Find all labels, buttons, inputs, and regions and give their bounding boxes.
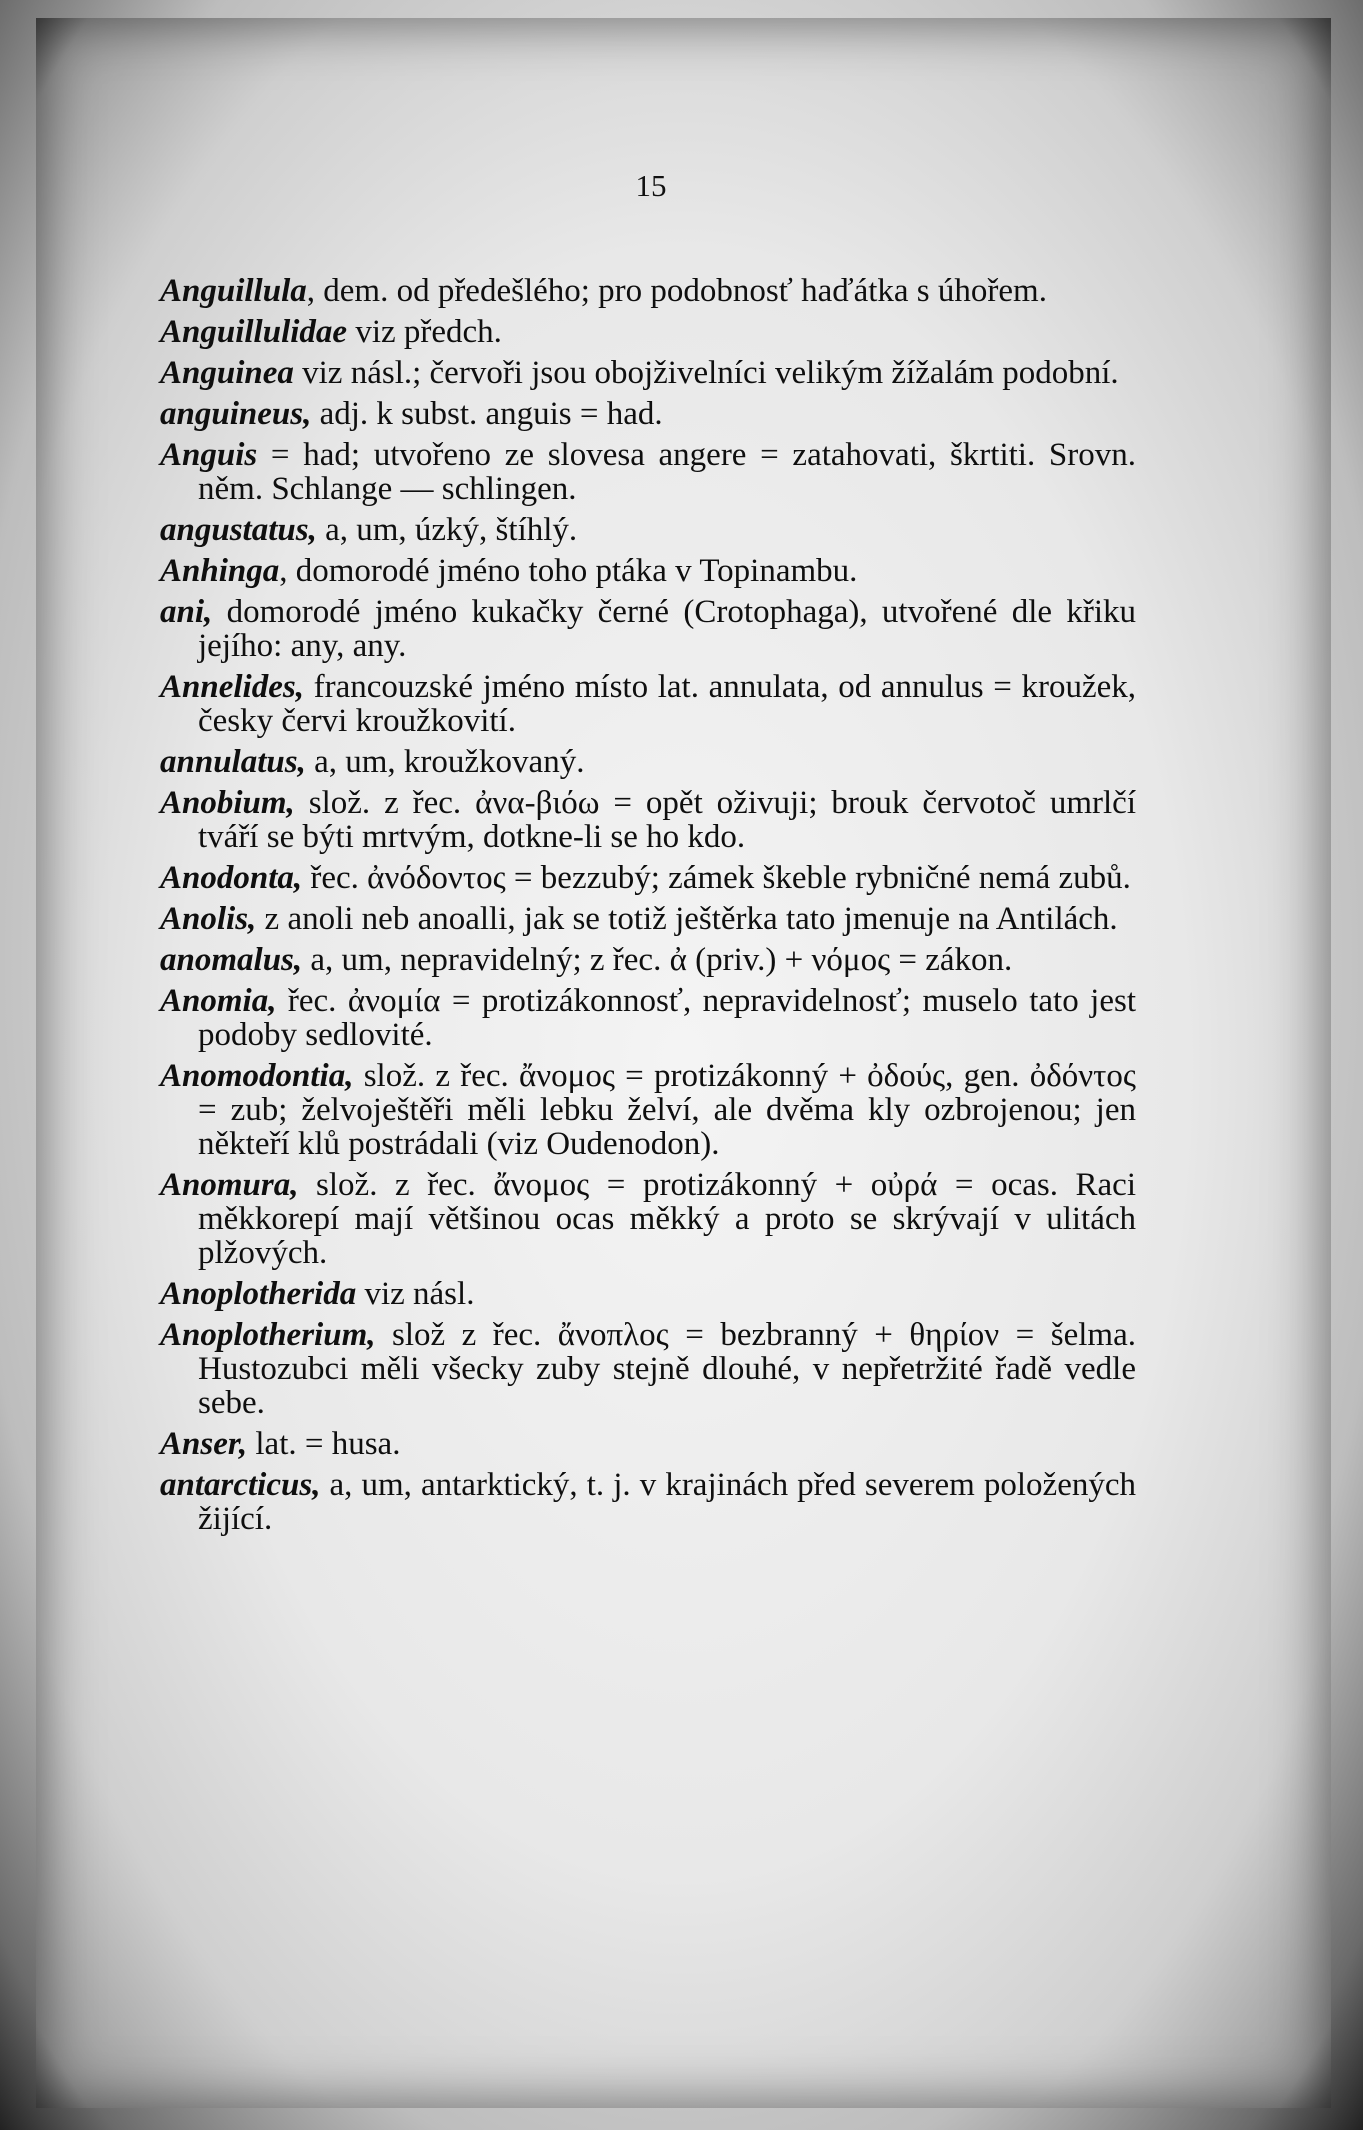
dictionary-entries [160, 274, 1136, 1543]
entry-text: a, um, antarktický, t. j. v krajinách před severem položených žijící. [198, 1467, 1136, 1537]
entry-text: slož. z řec. ἄνομος = protizákonný + ὀδούς, gen. ὀδόντος = zub; želvoještěři měli lebku želví, ale dvěma kly ozbrojenou; jen někteří klů postrádali (viz Oudenodon). [198, 1058, 1136, 1162]
dictionary-entry [160, 670, 1136, 738]
dictionary-entry [160, 786, 1136, 854]
entry-headword: Anomia, [160, 983, 277, 1019]
dictionary-entry [160, 595, 1136, 663]
entry-text: a, um, kroužkovaný. [305, 744, 585, 780]
dictionary-entry [160, 356, 1136, 390]
entry-headword: Anguillulidae [160, 314, 348, 350]
entry-headword: Anser, [160, 1426, 248, 1462]
entry-headword: Anomura, [160, 1167, 299, 1203]
entry-headword: Anoplotherida [160, 1276, 357, 1312]
page-number: 15 [635, 168, 667, 203]
entry-text: domorodé jméno kukačky černé (Crotophaga), utvořené dle křiku jejího: any, any. [198, 594, 1136, 664]
entry-text: lat. = husa. [247, 1426, 401, 1462]
entry-headword: Anodonta, [160, 860, 303, 896]
dictionary-entry [160, 861, 1136, 895]
entry-text: z anoli neb anoalli, jak se totiž ještěrka tato jmenuje na Antilách. [256, 901, 1118, 937]
entry-text: viz násl. [356, 1276, 475, 1312]
dictionary-entry [160, 943, 1136, 977]
entry-headword: ani, [160, 594, 213, 630]
dictionary-entry [160, 438, 1136, 506]
entry-headword: Anomodontia, [160, 1058, 354, 1094]
entry-headword: antarcticus, [160, 1467, 321, 1503]
entry-text: a, um, nepravidelný; z řec. ἀ (priv.) + νόμος = zákon. [302, 942, 1013, 978]
dictionary-entry [160, 554, 1136, 588]
entry-headword: Anolis, [160, 901, 257, 937]
entry-text: viz předch. [347, 314, 502, 350]
entry-text: adj. k subst. anguis = had. [311, 396, 663, 432]
entry-headword: Anguinea [160, 355, 294, 391]
entry-headword: Anguis [160, 437, 258, 473]
dictionary-entry [160, 984, 1136, 1052]
dictionary-entry [160, 397, 1136, 431]
entry-text: slož. z řec. ἄνομος = protizákonný + οὐρά = ocas. Raci měkkorepí mají většinou ocas měkký a proto se skrývají v ulitách plžových. [198, 1167, 1136, 1271]
entry-headword: Anguillula [160, 273, 307, 309]
dictionary-entry [160, 1168, 1136, 1270]
entry-text: , dem. od předešlého; pro podobnosť haďátka s úhořem. [306, 273, 1047, 309]
entry-text: viz násl.; červoři jsou obojživelníci velikým žížalám podobní. [293, 355, 1119, 391]
entry-headword: Anhinga [160, 553, 280, 589]
entry-headword: anguineus, [160, 396, 312, 432]
entry-text: a, um, úzký, štíhlý. [316, 512, 578, 548]
entry-headword: Anoplotherium, [160, 1317, 376, 1353]
dictionary-entry [160, 1468, 1136, 1536]
entry-headword: annulatus, [160, 744, 306, 780]
dictionary-entry [160, 274, 1136, 308]
dictionary-entry [160, 1277, 1136, 1311]
entry-headword: angustatus, [160, 512, 317, 548]
entry-text: francouzské jméno místo lat. annulata, od annulus = kroužek, česky červi kroužkovití. [198, 669, 1136, 739]
book-page [36, 18, 1331, 2108]
dictionary-entry [160, 1318, 1136, 1420]
dictionary-entry [160, 315, 1136, 349]
entry-headword: anomalus, [160, 942, 303, 978]
entry-text: , domorodé jméno toho ptáka v Topinambu. [279, 553, 858, 589]
entry-text: řec. ἀνόδοντος = bezzubý; zámek škeble rybničné nemá zubů. [302, 860, 1131, 896]
dictionary-entry [160, 1427, 1136, 1461]
entry-headword: Annelides, [160, 669, 304, 705]
entry-headword: Anobium, [160, 785, 295, 821]
entry-text: slož. z řec. ἀνα-βιόω = opět oživuji; brouk červotoč umrlčí tváří se býti mrtvým, dotkne-li se ho kdo. [198, 785, 1136, 855]
entry-text: řec. ἀνομία = protizákonnosť, nepravidelnosť; muselo tato jest podoby sedlovité. [198, 983, 1136, 1053]
entry-text: slož z řec. ἄνοπλος = bezbranný + θηρίον = šelma. Hustozubci měli všecky zuby stejně dlouhé, v nepřetržité řadě vedle sebe. [198, 1317, 1136, 1421]
entry-text: = had; utvořeno ze slovesa angere = zatahovati, škrtiti. Srovn. něm. Schlange — schlingen. [198, 437, 1136, 507]
dictionary-entry [160, 902, 1136, 936]
dictionary-entry [160, 745, 1136, 779]
dictionary-entry [160, 1059, 1136, 1161]
dictionary-entry [160, 513, 1136, 547]
